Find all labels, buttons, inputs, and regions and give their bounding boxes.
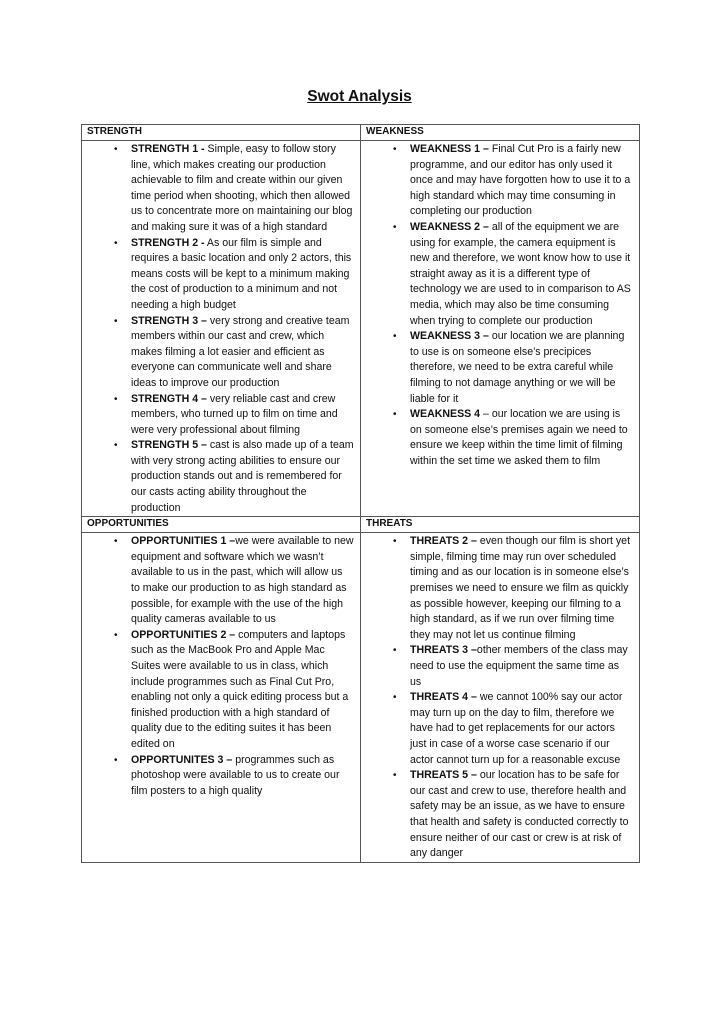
bullet-icon: • [393,221,397,233]
bullet-icon: • [114,393,118,405]
opportunities-cell [82,533,361,862]
item-text: very strong and creative team members within our cast and crew, which makes filming a lot easier and efficient as everyone can communicate well and share ideas to improve our production [131,314,350,389]
bullet-icon: • [393,645,397,657]
bullet-icon: • [114,536,118,548]
list-item [82,236,354,314]
item-label: OPPORTUNITIES 1 – [131,535,236,548]
item-label: WEAKNESS 3 – [410,330,489,343]
list-item [361,643,633,690]
item-text: other members of the class may need to use the equipment the same time as us [410,644,628,688]
item-label: THREATS 4 – [410,691,477,704]
item-text: computers and laptops such as the MacBook Pro and Apple Mac Suites were available to us in class, which include programmes such as Final Cut Pro, enabling not only a quick editing process but a finished production with a high standard of quality due to the editing suites it has been edited on [131,628,349,750]
item-text: cast is also made up of a team with very strong acting abilities to ensure our production stands out and is remembered for our casts acting ability throughout the production [131,439,354,514]
bullet-icon: • [114,237,118,249]
item-text: – our location we are using is on someone else’s premises again we need to ensure we keep within the time limit of filming within the set time we asked them to film [410,408,628,467]
list-item [82,534,354,628]
bullet-icon: • [393,331,397,343]
bullet-icon: • [114,754,118,766]
list-item [361,220,633,329]
item-label: STRENGTH 5 – [131,439,207,452]
list-item [82,392,354,439]
strength-heading: STRENGTH [82,125,361,141]
weakness-list [361,141,639,469]
list-item [361,407,633,469]
item-label: OPPORTUNITIES 2 – [131,628,236,641]
header-row-top [82,125,640,141]
list-item [82,142,354,236]
list-item [361,768,633,862]
body-row-bottom [82,533,640,862]
item-text: As our film is simple and requires a basic location and only 2 actors, this means costs will be kept to a minimum making the cost of production to a minimum and not needing a high budget [131,236,352,311]
list-item [82,628,354,753]
list-item [82,314,354,392]
threats-cell [361,533,640,862]
item-text: even though our film is short yet simple, filming time may run over scheduled timing and as our location is in someone else’s premises we need to ensure we film as quickly as possible however, keeping our filming to a high standard, as if we run over filming time they may not let us continue filming [410,535,631,641]
document-title: Swot Analysis [307,88,412,105]
bullet-icon: • [114,315,118,327]
list-item [361,329,633,407]
item-label: WEAKNESS 2 – [410,220,489,233]
item-text: all of the equipment we are using for example, the camera equipment is new and therefore, we wont know how to use it straight away as it is a different type of technology we are used to in comparison to AS media, which may also be time consuming when trying to complete our production [410,220,631,327]
bullet-icon: • [114,629,118,641]
item-text: we were available to new equipment and software which we wasn’t available to us in the past, which will allow us to make our production to as high standard as possible, for example with the use of the high quality cameras available to us [131,535,354,626]
list-item [82,438,354,516]
list-item [82,753,354,800]
item-label: WEAKNESS 4 [410,408,481,421]
weakness-cell [361,141,640,517]
strength-list [82,141,360,516]
threats-heading: THREATS [361,517,640,533]
item-label: THREATS 5 – [410,769,477,782]
bullet-icon: • [393,409,397,421]
bullet-icon: • [393,536,397,548]
weakness-heading: WEAKNESS [361,125,640,141]
header-row-bottom [82,517,640,533]
item-label: WEAKNESS 1 – [410,143,489,155]
item-label: STRENGTH 1 - [131,143,205,155]
item-label: OPPORTUNITES 3 – [131,753,233,766]
bullet-icon: • [393,692,397,704]
item-text: our location has to be safe for our cast and crew to use, therefore health and safety may be an issue, as we have to ensure that health and safety is conducted correctly to ensure neither of our cast or crew is at risk of any danger [410,769,629,860]
list-item [361,690,633,768]
item-label: THREATS 2 – [410,535,477,548]
bullet-icon: • [114,144,118,155]
item-text: we cannot 100% say our actor may turn up on the day to film, therefore we have had to get replacements for our actors just in case of a worse case scenario if our actor cannot turn up for a reasonable excuse [410,691,623,766]
item-label: STRENGTH 4 – [131,392,207,405]
item-text: Simple, easy to follow story line, which makes creating our production achievable to film and create within our given time period when shooting, which then allowed us to concentrate more on maintaining our blog and making sure it was of a high standard [131,143,353,233]
item-label: THREATS 3 – [410,644,477,657]
bullet-icon: • [114,440,118,452]
item-text: our location we are planning to use is on someone else’s precipices therefore, we need to be extra careful while filming to not damage anything or we will be liable for it [410,330,625,405]
swot-table [81,124,640,863]
list-item [361,142,633,220]
item-text: Final Cut Pro is a fairly new programme, and our editor has only used it once and may have forgotten how to use it to a high standard which may time consuming in completing our production [410,143,631,218]
opportunities-list [82,533,360,799]
list-item [361,534,633,643]
strength-cell [82,141,361,517]
bullet-icon: • [393,144,397,155]
item-label: STRENGTH 2 - [131,236,205,249]
item-label: STRENGTH 3 – [131,314,207,327]
threats-list [361,533,639,861]
item-text: very reliable cast and crew members, who turned up to film on time and were very professional about filming [131,392,338,436]
body-row-top [82,141,640,517]
item-text: programmes such as photoshop were available to us to create our film posters to a high quality [131,753,340,797]
bullet-icon: • [393,770,397,782]
opportunities-heading: OPPORTUNITIES [82,517,361,533]
